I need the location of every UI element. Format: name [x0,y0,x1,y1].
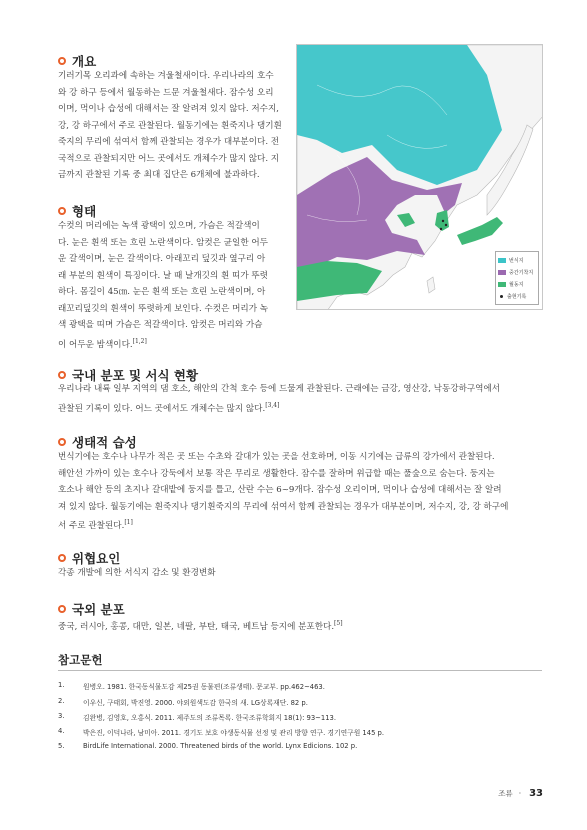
text-line: 번식기에는 호수나 나무가 적은 곳 또는 수초와 갈대가 있는 곳을 선호하며, 이동 시기에는 급류의 강가에서 관찰된다. [58,452,495,462]
domestic-text [58,381,544,417]
text-line: 기러기목 오리과에 속하는 겨울철새이다. 우리나라의 호수 [58,71,274,81]
occurrence-dot [442,220,444,222]
section-bullet-icon [58,605,66,613]
legend-item [498,254,536,266]
text-line: 져 있지 않다. 월동기에는 흰죽지나 댕기흰죽지의 무리에 섞여서 함께 관찰되는 경우가 대부분이며, 저수지, 강, 강 하구에 [58,501,509,512]
text-line: 이며, 먹이나 습성에 대해서는 잘 알려져 있지 않다. 저수지, [58,104,279,114]
reference-number: 1. [58,681,65,689]
morphology-title: 형태 [72,204,97,219]
text-line: 색 광택을 띠며 가슴은 적갈색이다. 암컷은 머리와 가슴 [58,320,263,330]
citation: [5] [334,620,343,627]
text-line-end: 서 주로 관찰된다. [58,520,125,531]
legend-item [498,290,536,302]
reference-number: 3. [58,712,65,720]
map-legend [495,251,539,305]
text-line: 해안선 가까이 있는 호수나 강둑에서 보통 작은 무리로 생활한다. 잠수를 잘하며 위급할 때는 풀숲으로 숨는다. 둥지는 [58,468,495,479]
reference-item [58,712,336,722]
morphology-text [58,218,290,353]
reference-number: 5. [58,742,65,750]
reference-item [58,742,357,750]
citation: [1,2] [132,337,147,345]
reference-item [58,697,308,707]
legend-label: 중간기착지 [509,269,534,276]
legend-label: 번식지 [509,257,524,264]
text-line [58,334,290,353]
overview-title: 개요 [72,54,97,69]
text-line: 수컷의 머리에는 녹색 광택이 있으며, 가슴은 적갈색이 [58,221,260,231]
text-line: 죽지의 무리에 섞여서 함께 관찰되는 경우가 대부분이다. 전 [58,137,280,147]
text-line [58,515,544,534]
legend-swatch-breeding [498,258,506,263]
text-line: 각종 개발에 의한 서식지 감소 및 환경변화 [58,568,216,578]
text-line: 운 갈색이며, 눈은 갈색이다. 아래꼬리 덮깃과 옆구리 아 [58,254,266,264]
section-bullet-icon [58,438,66,446]
reference-item [58,727,384,737]
reference-number: 4. [58,727,65,735]
foreign-title: 국외 분포 [72,602,125,617]
footer-label: 조류 [498,789,513,798]
threats-title: 위협요인 [72,551,121,566]
text-line-end: 중국, 러시아, 홍콩, 대만, 일본, 네팔, 부탄, 태국, 베트남 등지에 분포한다. [58,621,335,632]
text-line: 금까지 관찰된 기록 중 최대 집단은 6개체에 불과하다. [58,170,260,180]
section-bullet-icon [58,554,66,562]
references-title: 참고문헌 [58,653,103,667]
text-line: 래꼬리덮깃의 흰색이 뚜렷하게 보인다. 수컷은 머리가 녹 [58,303,269,314]
overview-text [58,68,290,184]
distribution-map [296,44,543,310]
reference-text: BirdLife International. 2000. Threatened birds of the world. Lynx Edicions. 102 p. [83,742,358,750]
text-line: 래 부분의 흰색이 특징이다. 날 때 날개깃의 흰 띠가 뚜렷 [58,270,268,281]
legend-swatch-wintering [498,282,506,287]
text-line: 하다. 몸길이 45㎝. 눈은 흰색 또는 흐린 노란색이며, 아 [58,287,266,297]
ecology-title: 생태적 습성 [72,435,137,450]
reference-text: 김완병, 김영호, 오홍식. 2011. 제주도의 조류목록. 한국조류학회지 18(1): 93~113. [83,714,337,722]
text-line-end: 관찰된 기록이 있다. 어느 곳에서도 개체수는 많지 않다. [58,403,266,414]
text-line-end: 이 어두운 밤색이다. [58,339,133,350]
page-number: 33 [529,788,543,799]
text-line: 국적으로 관찰되지만 어느 곳에서도 개체수가 많지 않다. 지 [58,153,280,164]
footer-separator: · [518,789,522,798]
section-bullet-icon [58,371,66,379]
text-line: 강, 강 하구에서 주로 관찰된다. 월동기에는 흰죽지나 댕기흰 [58,120,282,131]
foreign-text [58,616,544,635]
page-footer [498,788,543,799]
references-divider [58,670,542,671]
reference-text: 박은진, 이덕나라, 남미아. 2011. 경기도 보호 야생동식물 선정 및 관리 방향 연구. 경기연구원 145 p. [83,729,385,737]
legend-item [498,266,536,278]
occurrence-dot [445,224,447,226]
citation: [1] [124,519,133,526]
reference-item [58,681,325,691]
text-line: 우리나라 내륙 일부 지역의 댐 호소, 해안의 간척 호수 등에 드물게 관찰된다. 근래에는 금강, 영산강, 낙동강하구역에서 [58,384,501,394]
section-bullet-icon [58,57,66,65]
text-line: 호소나 해안 등의 초지나 갈대밭에 둥지를 틀고, 산란 수는 6~9개다. 잠수성 오리이며, 먹이나 습성에 대해서는 잘 알려 [58,485,502,495]
threats-text [58,565,544,582]
legend-label: 월동지 [509,281,524,288]
wintering-area-japan [457,217,503,245]
legend-label: 출현기록 [507,293,527,300]
legend-dot-icon [500,295,503,298]
reference-text: 이우신, 구태회, 박진영. 2000. 야외원색도감 한국의 새. LG상록재단. 82 p. [83,699,308,707]
domestic-title: 국내 분포 및 서식 현황 [72,368,199,383]
citation: [3,4] [265,401,280,409]
text-line [58,616,544,635]
legend-swatch-migration [498,270,506,275]
occurrence-dot [440,228,442,230]
section-bullet-icon [58,207,66,215]
reference-number: 2. [58,697,65,705]
reference-text: 원병오. 1981. 한국동식물도감 제25권 동물편(조류생태). 문교부. pp.462~463. [83,683,325,691]
text-line: 다. 눈은 흰색 또는 흐린 노란색이다. 암컷은 균일한 어두 [58,237,268,248]
taiwan-outline [427,277,435,293]
ecology-text [58,449,544,534]
text-line: 와 강 하구 등에서 월동하는 드문 겨울철새다. 잠수성 오리 [58,87,274,98]
legend-item [498,278,536,290]
text-line [58,398,544,417]
